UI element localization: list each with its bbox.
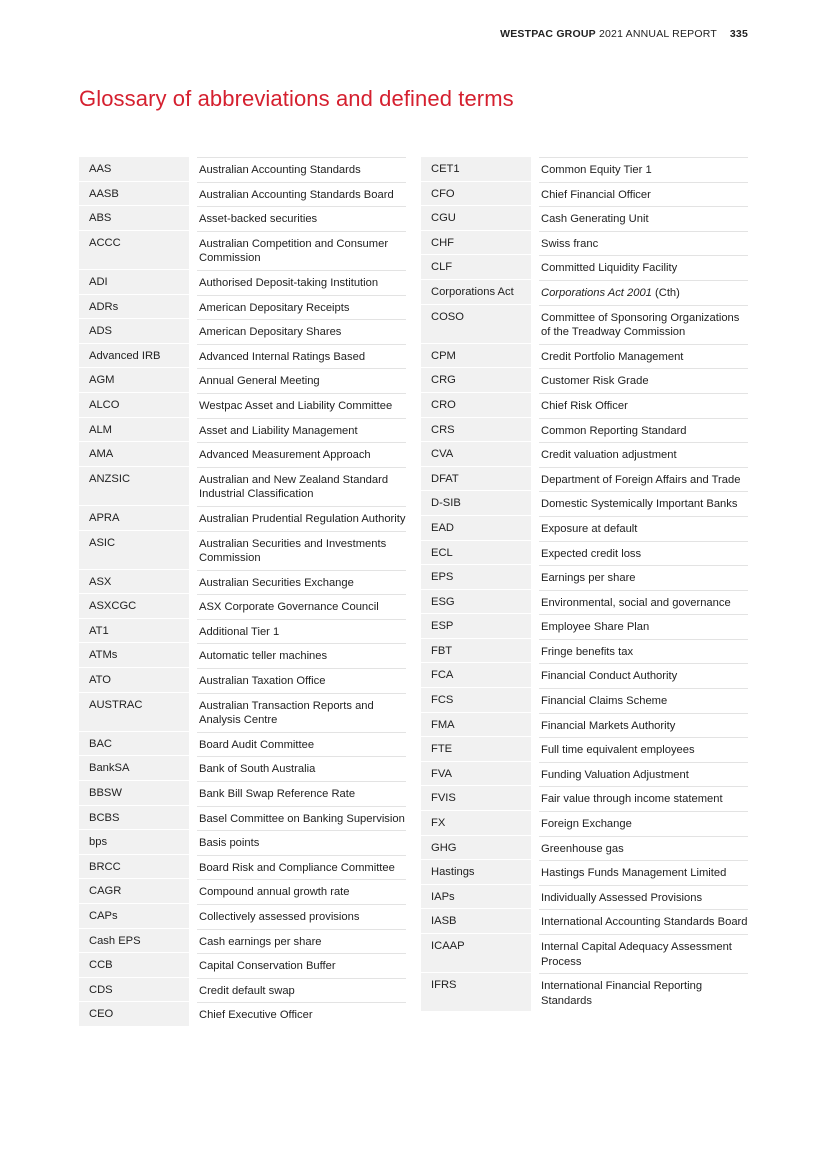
header-report: 2021 ANNUAL REPORT (598, 28, 717, 40)
glossary-row (421, 368, 748, 393)
glossary-abbreviation: bps (79, 830, 189, 854)
glossary-abbreviation: COSO (421, 305, 531, 343)
glossary-definition: Credit valuation adjustment (539, 442, 748, 466)
glossary-row (421, 836, 748, 861)
glossary-row (79, 855, 406, 880)
glossary-row (421, 157, 748, 182)
glossary-definition: Authorised Deposit-taking Institution (197, 270, 406, 294)
glossary-definition: Australian and New Zealand Standard Industrial Classification (197, 467, 406, 505)
glossary-definition: Committee of Sponsoring Organizations of the Treadway Commission (539, 305, 748, 343)
glossary-definition: Financial Markets Authority (539, 713, 748, 737)
glossary-abbreviation: ANZSIC (79, 467, 189, 505)
glossary-row (421, 565, 748, 590)
glossary-row (421, 255, 748, 280)
glossary-definition: Collectively assessed provisions (197, 904, 406, 928)
glossary-definition: Department of Foreign Affairs and Trade (539, 467, 748, 491)
glossary-row (421, 418, 748, 443)
glossary-definition: American Depositary Receipts (197, 295, 406, 319)
glossary-definition: Basis points (197, 830, 406, 854)
glossary-abbreviation: D-SIB (421, 491, 531, 515)
glossary-definition: Australian Taxation Office (197, 668, 406, 692)
glossary-definition: Funding Valuation Adjustment (539, 762, 748, 786)
glossary-definition: Common Equity Tier 1 (539, 157, 748, 181)
glossary-row (421, 467, 748, 492)
glossary-abbreviation: CLF (421, 255, 531, 279)
glossary-definition: Individually Assessed Provisions (539, 885, 748, 909)
glossary-definition: Advanced Internal Ratings Based (197, 344, 406, 368)
glossary-definition: Basel Committee on Banking Supervision (197, 806, 406, 830)
glossary-abbreviation: FVIS (421, 786, 531, 810)
glossary-definition: Customer Risk Grade (539, 368, 748, 392)
glossary-abbreviation: ALM (79, 418, 189, 442)
glossary-abbreviation: ASIC (79, 531, 189, 569)
glossary-row (421, 811, 748, 836)
glossary-abbreviation: FMA (421, 713, 531, 737)
glossary-abbreviation: CRO (421, 393, 531, 417)
page-header (500, 28, 748, 40)
glossary-column-right (421, 157, 748, 1012)
header-brand: WESTPAC GROUP (500, 28, 596, 40)
glossary-abbreviation: BankSA (79, 756, 189, 780)
glossary-definition: Board Audit Committee (197, 732, 406, 756)
glossary-abbreviation: CHF (421, 231, 531, 255)
glossary-abbreviation: ICAAP (421, 934, 531, 972)
glossary-abbreviation: ACCC (79, 231, 189, 269)
glossary-abbreviation: ASXCGC (79, 594, 189, 618)
glossary-row (79, 756, 406, 781)
glossary-abbreviation: IASB (421, 909, 531, 933)
glossary-definition: Automatic teller machines (197, 643, 406, 667)
glossary-row (79, 319, 406, 344)
glossary-abbreviation: ALCO (79, 393, 189, 417)
glossary-definition: Australian Accounting Standards Board (197, 182, 406, 206)
glossary-abbreviation: ABS (79, 206, 189, 230)
glossary-definition: Annual General Meeting (197, 368, 406, 392)
glossary-abbreviation: CRG (421, 368, 531, 392)
glossary-row (79, 668, 406, 693)
glossary-row (79, 594, 406, 619)
glossary-definition: Chief Executive Officer (197, 1002, 406, 1026)
glossary-row (79, 570, 406, 595)
glossary-definition: Foreign Exchange (539, 811, 748, 835)
glossary-definition: Asset-backed securities (197, 206, 406, 230)
glossary-definition: Chief Financial Officer (539, 182, 748, 206)
glossary-row (79, 506, 406, 531)
glossary-row (79, 806, 406, 831)
glossary-definition: Greenhouse gas (539, 836, 748, 860)
glossary-abbreviation: Corporations Act (421, 280, 531, 304)
glossary-abbreviation: CCB (79, 953, 189, 977)
glossary-definition: Internal Capital Adequacy Assessment Process (539, 934, 748, 972)
glossary-definition: Fringe benefits tax (539, 639, 748, 663)
glossary-definition: Hastings Funds Management Limited (539, 860, 748, 884)
glossary-abbreviation: ASX (79, 570, 189, 594)
glossary-row (421, 393, 748, 418)
glossary-definition: Full time equivalent employees (539, 737, 748, 761)
glossary-row (421, 663, 748, 688)
glossary-row (79, 368, 406, 393)
glossary-row (421, 762, 748, 787)
glossary-row (421, 231, 748, 256)
glossary-definition: Environmental, social and governance (539, 590, 748, 614)
glossary-definition: Australian Competition and Consumer Commission (197, 231, 406, 269)
glossary-row (421, 344, 748, 369)
glossary-abbreviation: APRA (79, 506, 189, 530)
glossary-row (421, 280, 748, 305)
glossary-definition-italic: Corporations Act 2001 (541, 286, 652, 299)
glossary-row (79, 953, 406, 978)
glossary-abbreviation: AT1 (79, 619, 189, 643)
glossary-definition: Asset and Liability Management (197, 418, 406, 442)
glossary-abbreviation: BAC (79, 732, 189, 756)
glossary-row (421, 860, 748, 885)
glossary-row (421, 516, 748, 541)
glossary-row (421, 491, 748, 516)
glossary-row (421, 934, 748, 973)
glossary-row (79, 693, 406, 732)
glossary-definition: Exposure at default (539, 516, 748, 540)
glossary-definition: Westpac Asset and Liability Committee (197, 393, 406, 417)
glossary-abbreviation: CAGR (79, 879, 189, 903)
glossary-row (79, 467, 406, 506)
glossary-abbreviation: FCS (421, 688, 531, 712)
glossary-row (421, 206, 748, 231)
glossary-abbreviation: Hastings (421, 860, 531, 884)
glossary-definition: Earnings per share (539, 565, 748, 589)
glossary-row (421, 737, 748, 762)
glossary-definition: Swiss franc (539, 231, 748, 255)
glossary-definition: International Financial Reporting Standards (539, 973, 748, 1011)
glossary-definition-text: (Cth) (651, 286, 680, 299)
glossary-definition: ASX Corporate Governance Council (197, 594, 406, 618)
glossary-definition: Committed Liquidity Facility (539, 255, 748, 279)
glossary-abbreviation: CFO (421, 182, 531, 206)
glossary-abbreviation: FX (421, 811, 531, 835)
glossary-abbreviation: ECL (421, 541, 531, 565)
glossary-row (421, 786, 748, 811)
glossary-definition: Board Risk and Compliance Committee (197, 855, 406, 879)
glossary-row (79, 393, 406, 418)
glossary-definition: Bank Bill Swap Reference Rate (197, 781, 406, 805)
page-title: Glossary of abbreviations and defined terms (79, 86, 514, 111)
glossary-row (79, 879, 406, 904)
glossary-row (79, 442, 406, 467)
glossary-abbreviation: CVA (421, 442, 531, 466)
glossary-row (79, 619, 406, 644)
glossary-definition: Cash earnings per share (197, 929, 406, 953)
glossary-definition: Australian Prudential Regulation Authority (197, 506, 406, 530)
glossary-definition: Bank of South Australia (197, 756, 406, 780)
glossary-row (79, 904, 406, 929)
glossary-abbreviation: ADI (79, 270, 189, 294)
glossary-abbreviation: FCA (421, 663, 531, 687)
glossary-abbreviation: BCBS (79, 806, 189, 830)
glossary-abbreviation: CET1 (421, 157, 531, 181)
glossary-abbreviation: GHG (421, 836, 531, 860)
glossary-definition: Chief Risk Officer (539, 393, 748, 417)
glossary-row (79, 830, 406, 855)
glossary-definition: Credit default swap (197, 978, 406, 1002)
glossary-definition: Australian Securities Exchange (197, 570, 406, 594)
glossary-abbreviation: IAPs (421, 885, 531, 909)
glossary-abbreviation: AMA (79, 442, 189, 466)
glossary-row (421, 614, 748, 639)
glossary-definition: Australian Securities and Investments Commission (197, 531, 406, 569)
glossary-row (79, 157, 406, 182)
glossary-definition: Additional Tier 1 (197, 619, 406, 643)
glossary-definition: Australian Accounting Standards (197, 157, 406, 181)
glossary-abbreviation: ATMs (79, 643, 189, 667)
glossary-row (79, 295, 406, 320)
glossary-row (421, 442, 748, 467)
glossary-abbreviation: ADRs (79, 295, 189, 319)
glossary-abbreviation: FBT (421, 639, 531, 663)
glossary-abbreviation: AGM (79, 368, 189, 392)
glossary-definition: Credit Portfolio Management (539, 344, 748, 368)
glossary-abbreviation: ATO (79, 668, 189, 692)
glossary-row (79, 732, 406, 757)
glossary-row (421, 973, 748, 1012)
glossary-abbreviation: Advanced IRB (79, 344, 189, 368)
glossary-row (421, 305, 748, 344)
glossary-definition: Employee Share Plan (539, 614, 748, 638)
glossary-abbreviation: FTE (421, 737, 531, 761)
glossary-row (79, 344, 406, 369)
glossary-definition: Fair value through income statement (539, 786, 748, 810)
glossary-row (421, 182, 748, 207)
glossary-abbreviation: EAD (421, 516, 531, 540)
page-number: 335 (729, 28, 748, 40)
glossary-definition: American Depositary Shares (197, 319, 406, 343)
glossary-abbreviation: BBSW (79, 781, 189, 805)
glossary-abbreviation: AAS (79, 157, 189, 181)
glossary-definition: Australian Transaction Reports and Analysis Centre (197, 693, 406, 731)
glossary-abbreviation: CDS (79, 978, 189, 1002)
glossary-row (79, 781, 406, 806)
glossary-abbreviation: CAPs (79, 904, 189, 928)
glossary-abbreviation: Cash EPS (79, 929, 189, 953)
glossary-abbreviation: AASB (79, 182, 189, 206)
glossary-definition (539, 280, 748, 304)
glossary-abbreviation: EPS (421, 565, 531, 589)
glossary-abbreviation: CEO (79, 1002, 189, 1026)
glossary-definition: Common Reporting Standard (539, 418, 748, 442)
glossary-definition: Cash Generating Unit (539, 206, 748, 230)
glossary-row (421, 885, 748, 910)
glossary-abbreviation: ADS (79, 319, 189, 343)
glossary-definition: Advanced Measurement Approach (197, 442, 406, 466)
glossary-definition: Financial Claims Scheme (539, 688, 748, 712)
glossary-definition: Compound annual growth rate (197, 879, 406, 903)
glossary-row (79, 418, 406, 443)
glossary-row (79, 231, 406, 270)
glossary-row (79, 531, 406, 570)
glossary-definition: Domestic Systemically Important Banks (539, 491, 748, 515)
glossary-row (421, 909, 748, 934)
glossary-definition: Capital Conservation Buffer (197, 953, 406, 977)
glossary-row (79, 929, 406, 954)
glossary-abbreviation: CPM (421, 344, 531, 368)
glossary-definition: International Accounting Standards Board (539, 909, 748, 933)
glossary-row (79, 1002, 406, 1027)
glossary-row (421, 688, 748, 713)
glossary-abbreviation: CRS (421, 418, 531, 442)
glossary-definition: Financial Conduct Authority (539, 663, 748, 687)
glossary-row (79, 643, 406, 668)
glossary-row (79, 270, 406, 295)
glossary-row (79, 206, 406, 231)
glossary-abbreviation: ESP (421, 614, 531, 638)
glossary-abbreviation: BRCC (79, 855, 189, 879)
glossary-abbreviation: ESG (421, 590, 531, 614)
glossary-abbreviation: AUSTRAC (79, 693, 189, 731)
glossary-abbreviation: IFRS (421, 973, 531, 1011)
glossary-abbreviation: CGU (421, 206, 531, 230)
glossary-definition: Expected credit loss (539, 541, 748, 565)
glossary-row (421, 541, 748, 566)
glossary-abbreviation: FVA (421, 762, 531, 786)
glossary-column-left (79, 157, 406, 1027)
glossary-row (79, 978, 406, 1003)
glossary-row (79, 182, 406, 207)
glossary-abbreviation: DFAT (421, 467, 531, 491)
glossary-row (421, 590, 748, 615)
glossary-row (421, 639, 748, 664)
glossary-row (421, 713, 748, 738)
